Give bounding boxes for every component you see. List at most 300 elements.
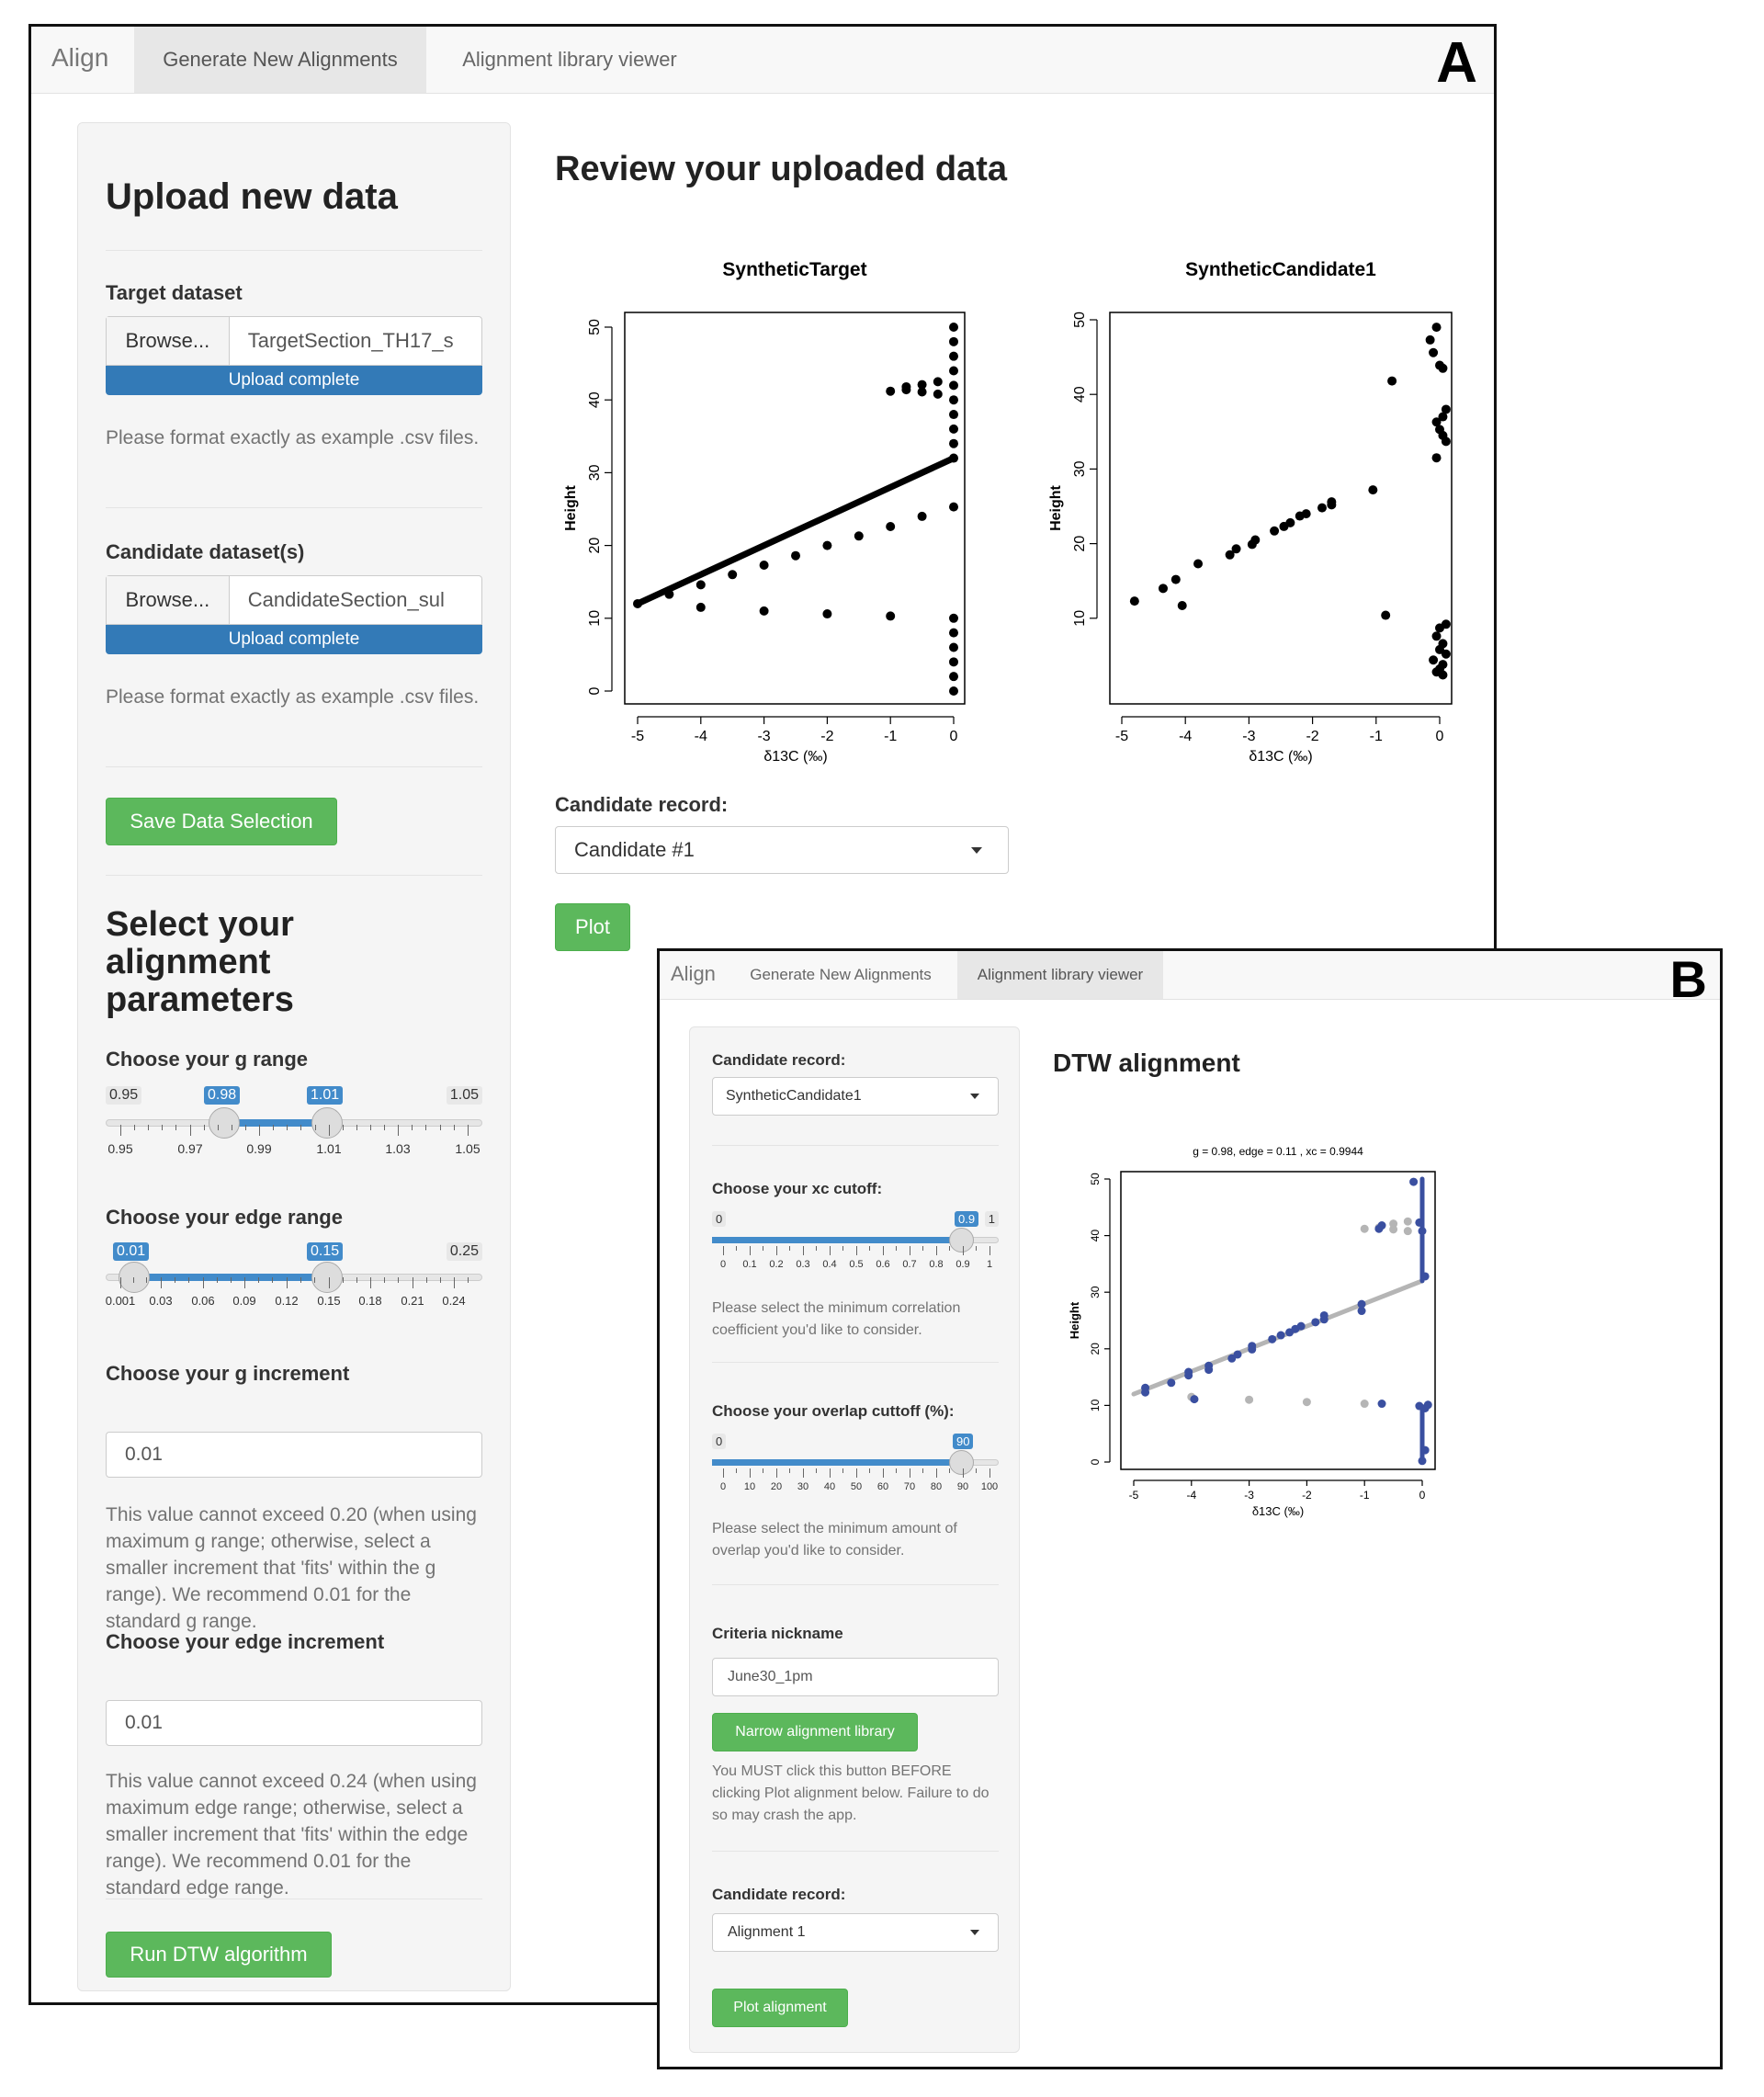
slider-tick-label: 0.6 (876, 1259, 890, 1270)
data-point (1424, 1400, 1432, 1409)
slider-tick-label: 50 (850, 1481, 863, 1492)
g-range-label: Choose your g range (106, 1048, 309, 1071)
candidate-record-select[interactable] (555, 826, 1009, 874)
data-point (1426, 335, 1435, 345)
plot-button[interactable]: Plot (555, 903, 630, 951)
g-increment-input[interactable]: 0.01 (106, 1432, 482, 1478)
slider-tick-label: 40 (823, 1481, 836, 1492)
data-point (1159, 584, 1168, 593)
data-point (1438, 671, 1447, 680)
x-tick-label: -3 (1242, 729, 1256, 744)
data-point (949, 657, 958, 666)
data-point (1415, 1402, 1423, 1411)
data-point (1178, 601, 1187, 610)
data-point (949, 642, 958, 652)
slider-tick-label: 10 (743, 1481, 756, 1492)
y-tick-label: 40 (1072, 386, 1088, 403)
slider-tick (188, 1277, 189, 1283)
slider-tick-label: 0.06 (191, 1294, 215, 1308)
edge-range-max-label: 0.25 (447, 1242, 482, 1261)
data-point (1378, 1221, 1386, 1230)
data-point (854, 531, 864, 540)
divider (106, 875, 482, 876)
slider-tick-label: 0 (719, 1259, 727, 1270)
data-point (949, 323, 958, 332)
slider-tick-label: 1.03 (385, 1141, 411, 1156)
panel-label-b: B (1669, 950, 1707, 1008)
slider-tick (454, 1125, 455, 1130)
narrow-help-text: You MUST click this button BEFORE clicking Plot alignment below. Failure to do so may crash the app. (712, 1763, 989, 1823)
slider-tick (384, 1125, 385, 1130)
data-point (760, 606, 769, 616)
slider-tick (231, 1277, 232, 1283)
edge-increment-input[interactable]: 0.01 (106, 1700, 482, 1746)
slider-tick (314, 1277, 315, 1283)
data-point (918, 512, 927, 521)
overlap-value-label: 90 (953, 1434, 973, 1449)
data-point (886, 611, 895, 620)
data-point (949, 395, 958, 404)
slider-tick-label: 0.5 (849, 1259, 864, 1270)
slider-tick (723, 1246, 724, 1255)
tab-alignment-library-viewer[interactable]: Alignment library viewer (462, 48, 677, 71)
data-point (1232, 544, 1241, 553)
chart-synthetic-candidate (1042, 224, 1520, 776)
slider-tick-label: 0.7 (902, 1259, 917, 1270)
data-point (1361, 1225, 1369, 1233)
slider-tick (300, 1125, 301, 1130)
narrow-alignment-library-button[interactable]: Narrow alignment library (712, 1713, 918, 1751)
overlap-min-label: 0 (712, 1434, 726, 1449)
slider-tick (217, 1277, 218, 1283)
x-axis-label: δ13C (‰) (1249, 749, 1313, 765)
data-point (918, 380, 927, 390)
slider-tick (426, 1277, 427, 1283)
xc-selected-bar (712, 1237, 962, 1243)
criteria-nickname-input[interactable]: June30_1pm (712, 1658, 999, 1696)
slider-tick-label: 0.8 (929, 1259, 944, 1270)
slider-tick (936, 1246, 937, 1255)
slider-tick (175, 1125, 176, 1130)
data-point (1378, 1400, 1386, 1408)
slider-tick-label: 0.001 (105, 1294, 136, 1308)
data-point (901, 382, 910, 391)
plot-frame (1121, 1172, 1435, 1469)
slider-tick (949, 1468, 950, 1473)
chart-title: g = 0.98, edge = 0.11 , xc = 0.9944 (1193, 1145, 1363, 1158)
slider-tick (190, 1125, 191, 1136)
y-axis-label: Height (1048, 485, 1064, 531)
data-point (1184, 1368, 1193, 1377)
review-title: Review your uploaded data (555, 150, 1007, 188)
x-tick-label: -3 (757, 729, 771, 744)
x-tick-label: -5 (1128, 1489, 1139, 1502)
slider-tick-label: 0.03 (149, 1294, 173, 1308)
data-point (1421, 1446, 1430, 1455)
x-axis-label: δ13C (‰) (763, 749, 828, 765)
slider-tick (750, 1468, 751, 1478)
data-point (949, 614, 958, 623)
data-point (633, 599, 642, 608)
target-filename: TargetSection_TH17_s (247, 329, 454, 352)
slider-tick (245, 1125, 246, 1130)
data-point (1302, 509, 1311, 518)
sidebar-panel (689, 1026, 1020, 2053)
data-point (886, 387, 895, 396)
x-tick-label: -4 (694, 729, 707, 744)
slider-tick-label: 0.15 (317, 1294, 341, 1308)
slider-tick (723, 1468, 724, 1478)
target-upload-progress: Upload complete (106, 366, 482, 395)
alignment-record-select[interactable] (712, 1913, 999, 1952)
slider-tick-label: 1 (986, 1259, 993, 1270)
slider-tick (356, 1277, 357, 1283)
data-point (728, 570, 737, 579)
plot-alignment-button[interactable]: Plot alignment (712, 1989, 848, 2027)
data-point (1248, 1342, 1256, 1350)
slider-tick (883, 1468, 884, 1478)
slider-tick-label: 0.9 (956, 1259, 970, 1270)
overlap-selected-bar (712, 1459, 962, 1466)
slider-tick (258, 1277, 259, 1283)
x-tick-label: -1 (1359, 1489, 1370, 1502)
slider-tick (384, 1277, 385, 1283)
plot-frame (625, 312, 965, 704)
tab-generate-new-alignments[interactable]: Generate New Alignments (134, 27, 426, 93)
slider-tick (370, 1125, 371, 1130)
slider-tick-label: 0.12 (275, 1294, 299, 1308)
data-point (1404, 1218, 1412, 1226)
y-tick-label: 20 (1089, 1343, 1102, 1355)
data-point (1429, 655, 1438, 664)
navbar-brand[interactable]: Align (51, 43, 109, 72)
params-title: Select your alignment parameters (106, 905, 294, 1019)
slider-tick (343, 1125, 344, 1130)
alignment-record-label: Candidate record: (712, 1886, 846, 1903)
slider-tick (272, 1277, 273, 1283)
slider-tick (776, 1246, 777, 1255)
data-point (1317, 504, 1327, 513)
tab-alignment-library-viewer[interactable]: Alignment library viewer (957, 951, 1163, 999)
data-point (949, 352, 958, 361)
slider-tick (750, 1246, 751, 1255)
tab-generate-new-alignments[interactable]: Generate New Alignments (750, 966, 932, 983)
y-tick-label: 20 (587, 537, 603, 554)
y-tick-label: 30 (1072, 460, 1088, 478)
data-point (1245, 1396, 1253, 1404)
divider (712, 1851, 999, 1852)
edge-range-axis (105, 1277, 468, 1323)
data-point (1171, 575, 1181, 584)
save-data-selection-button[interactable]: Save Data Selection (106, 798, 337, 845)
y-tick-label: 0 (587, 686, 603, 696)
slider-tick (922, 1246, 923, 1251)
y-axis-label: Height (563, 485, 579, 531)
slider-tick (203, 1277, 204, 1288)
divider (106, 507, 482, 508)
chevron-down-icon (970, 1094, 979, 1099)
candidate-browse-button[interactable]: Browse... (107, 576, 230, 624)
divider (106, 766, 482, 767)
data-point (1409, 1178, 1418, 1186)
data-point (1311, 1318, 1319, 1326)
slider-tick (162, 1125, 163, 1130)
g-range-to-label: 1.01 (307, 1086, 343, 1105)
data-point (696, 603, 706, 612)
slider-tick (989, 1468, 990, 1478)
edge-range-label: Choose your edge range (106, 1206, 343, 1229)
x-tick-label: -4 (1179, 729, 1193, 744)
alignment-record-value: Alignment 1 (728, 1924, 806, 1940)
data-point (696, 580, 706, 589)
x-tick-label: -5 (630, 729, 645, 744)
slider-tick (816, 1246, 817, 1251)
slider-tick (976, 1246, 977, 1251)
data-point (949, 380, 958, 390)
g-range-axis (107, 1125, 481, 1171)
x-tick-label: 0 (1419, 1489, 1426, 1502)
data-point (1167, 1378, 1175, 1387)
divider (712, 1584, 999, 1585)
chevron-down-icon (970, 1930, 979, 1935)
data-point (822, 609, 831, 618)
divider (712, 1145, 999, 1146)
overlap-cutoff-label: Choose your overlap cuttoff (%): (712, 1402, 955, 1420)
slider-tick (398, 1277, 399, 1283)
data-point (1285, 518, 1295, 527)
data-point (1381, 611, 1390, 620)
data-point (1190, 1395, 1198, 1403)
chevron-down-icon (971, 847, 982, 854)
target-file-input[interactable] (106, 316, 482, 366)
slider-tick (425, 1125, 426, 1130)
data-point (1387, 377, 1396, 386)
slider-tick (856, 1468, 857, 1478)
data-point (1141, 1384, 1149, 1392)
data-point (1320, 1311, 1329, 1320)
data-point (886, 522, 895, 531)
slider-tick (412, 1125, 413, 1130)
run-dtw-button[interactable]: Run DTW algorithm (106, 1932, 332, 1978)
slider-tick-label: 0.18 (358, 1294, 382, 1308)
slider-tick (736, 1246, 737, 1251)
slider-tick (370, 1277, 371, 1288)
candidate-file-input[interactable] (106, 575, 482, 625)
data-point (1432, 323, 1442, 332)
slider-tick (789, 1468, 790, 1473)
candidate-datasets-label: Candidate dataset(s) (106, 540, 305, 563)
slider-tick-label: 60 (876, 1481, 889, 1492)
x-tick-label: 0 (949, 729, 958, 744)
slider-tick (287, 1125, 288, 1130)
y-axis-label: Height (1068, 1301, 1081, 1340)
data-point (933, 377, 943, 386)
y-tick-label: 50 (587, 319, 603, 335)
slider-tick (120, 1277, 121, 1288)
data-point (791, 551, 800, 561)
overlap-help-text: Please select the minimum amount of overlap you'd like to consider. (712, 1521, 957, 1559)
slider-tick (440, 1125, 441, 1130)
data-point (933, 390, 943, 399)
slider-tick-label: 0.95 (107, 1141, 133, 1156)
slider-tick (736, 1468, 737, 1473)
slider-tick (963, 1246, 964, 1255)
slider-tick (454, 1277, 455, 1288)
slider-tick (856, 1246, 857, 1255)
slider-tick (896, 1246, 897, 1251)
x-tick-label: -4 (1186, 1489, 1197, 1502)
xc-cutoff-label: Choose your xc cutoff: (712, 1180, 883, 1197)
slider-tick (343, 1277, 344, 1283)
candidate-record-value: Candidate #1 (574, 838, 695, 861)
data-point (949, 425, 958, 434)
slider-tick-label: 100 (980, 1481, 999, 1492)
y-tick-label: 40 (1089, 1229, 1102, 1242)
slider-tick-label: 0.99 (246, 1141, 272, 1156)
slider-tick-label: 0.4 (822, 1259, 837, 1270)
data-point (760, 561, 769, 570)
dtw-alignment-title: DTW alignment (1053, 1048, 1240, 1077)
g-range-min-label: 0.95 (106, 1086, 141, 1105)
slider-tick (842, 1468, 843, 1473)
xc-axis (719, 1246, 993, 1279)
panel-b (657, 948, 1723, 2069)
slider-tick (134, 1125, 135, 1130)
data-point (949, 439, 958, 448)
data-point (1419, 1227, 1427, 1235)
slider-tick (963, 1468, 964, 1478)
upload-title: Upload new data (106, 176, 398, 217)
target-browse-button[interactable]: Browse... (107, 317, 230, 365)
divider (106, 250, 482, 251)
slider-tick (244, 1277, 245, 1288)
slider-tick-label: 0.21 (401, 1294, 424, 1308)
slider-tick (883, 1246, 884, 1255)
slider-tick (976, 1468, 977, 1473)
xc-help-text: Please select the minimum correlation coefficient you'd like to consider. (712, 1300, 961, 1338)
data-point (1415, 1219, 1423, 1227)
data-point (1277, 1332, 1285, 1340)
slider-tick (329, 1125, 330, 1136)
chart-synthetic-target (555, 224, 1033, 776)
overlap-axis (719, 1468, 999, 1502)
g-range-max-label: 1.05 (447, 1086, 482, 1105)
slider-tick (315, 1125, 316, 1130)
xc-min-label: 0 (712, 1211, 726, 1227)
slider-tick (922, 1468, 923, 1473)
data-point (1442, 436, 1451, 446)
data-point (949, 410, 958, 419)
navbar (31, 27, 1494, 94)
slider-tick (273, 1125, 274, 1130)
candidate-help-text: Please format exactly as example .csv files. (106, 686, 480, 708)
x-tick-label: -1 (884, 729, 898, 744)
slider-tick-label: 0.2 (769, 1259, 784, 1270)
data-point (1193, 560, 1203, 569)
slider-tick (896, 1468, 897, 1473)
edge-range-from-label: 0.01 (113, 1242, 149, 1261)
candidate-filename: CandidateSection_sul (247, 588, 445, 611)
g-increment-label: Choose your g increment (106, 1362, 350, 1385)
x-tick-label: -5 (1114, 729, 1129, 744)
y-tick-label: 30 (1089, 1286, 1102, 1298)
xc-max-label: 1 (985, 1211, 999, 1227)
y-tick-label: 10 (587, 609, 603, 627)
slider-tick-label: 0.97 (177, 1141, 203, 1156)
x-tick-label: -2 (1302, 1489, 1312, 1502)
slider-tick (468, 1125, 469, 1136)
chart-title: SyntheticCandidate1 (1185, 259, 1376, 280)
slider-tick-label: 0 (719, 1481, 727, 1492)
slider-tick-label: 20 (770, 1481, 783, 1492)
candidate-record-value: SyntheticCandidate1 (726, 1088, 862, 1104)
y-tick-label: 30 (587, 464, 603, 482)
edge-increment-label: Choose your edge increment (106, 1630, 385, 1653)
slider-tick (133, 1277, 134, 1283)
data-point (1432, 631, 1442, 640)
slider-tick-label: 90 (956, 1481, 969, 1492)
slider-tick-label: 0.3 (796, 1259, 810, 1270)
data-point (1435, 623, 1444, 632)
target-dataset-label: Target dataset (106, 281, 243, 304)
slider-tick (329, 1277, 330, 1288)
slider-tick (120, 1125, 121, 1136)
slider-tick-label: 30 (797, 1481, 809, 1492)
g-range-from-label: 0.98 (204, 1086, 240, 1105)
data-point (949, 629, 958, 638)
xc-value-label: 0.9 (955, 1211, 978, 1227)
target-help-text: Please format exactly as example .csv files. (106, 427, 480, 448)
data-point (949, 367, 958, 376)
slider-tick-label: 0.24 (442, 1294, 466, 1308)
slider-tick (161, 1277, 162, 1288)
data-point (1389, 1219, 1397, 1228)
slider-tick (146, 1277, 147, 1283)
x-tick-label: -2 (820, 729, 834, 744)
data-point (1421, 1272, 1430, 1280)
candidate-record-label: Candidate record: (555, 793, 729, 816)
y-tick-label: 10 (1089, 1399, 1102, 1412)
data-point (822, 541, 831, 550)
x-axis-label: δ13C (‰) (1251, 1504, 1305, 1518)
slider-tick (816, 1468, 817, 1473)
data-point (949, 503, 958, 512)
navbar-brand[interactable]: Align (671, 962, 716, 985)
chart-title: SyntheticTarget (722, 259, 867, 280)
data-point (1404, 1227, 1412, 1235)
x-tick-label: -2 (1306, 729, 1319, 744)
slider-tick (989, 1246, 990, 1255)
data-point (1368, 485, 1377, 494)
data-point (949, 672, 958, 681)
slider-tick (440, 1277, 441, 1283)
candidate-record-select[interactable] (712, 1077, 999, 1116)
panel-label-a: A (1436, 31, 1477, 95)
slider-tick (869, 1468, 870, 1473)
slider-tick-label: 80 (930, 1481, 943, 1492)
slider-tick (398, 1125, 399, 1136)
slider-tick (468, 1277, 469, 1283)
navbar (660, 951, 1720, 1000)
x-tick-label: 0 (1435, 729, 1444, 744)
edge-increment-help: This value cannot exceed 0.24 (when using maximum edge range; otherwise, select a smaller increment that 'fits' within the edge range). We recommend 0.01 for the standard edge range. (106, 1771, 477, 1899)
slider-tick (218, 1125, 219, 1130)
sidebar-panel (77, 122, 511, 1991)
slider-tick (287, 1277, 288, 1288)
slider-tick-label: 0.09 (232, 1294, 256, 1308)
slider-tick (869, 1246, 870, 1251)
data-point (1270, 527, 1279, 536)
